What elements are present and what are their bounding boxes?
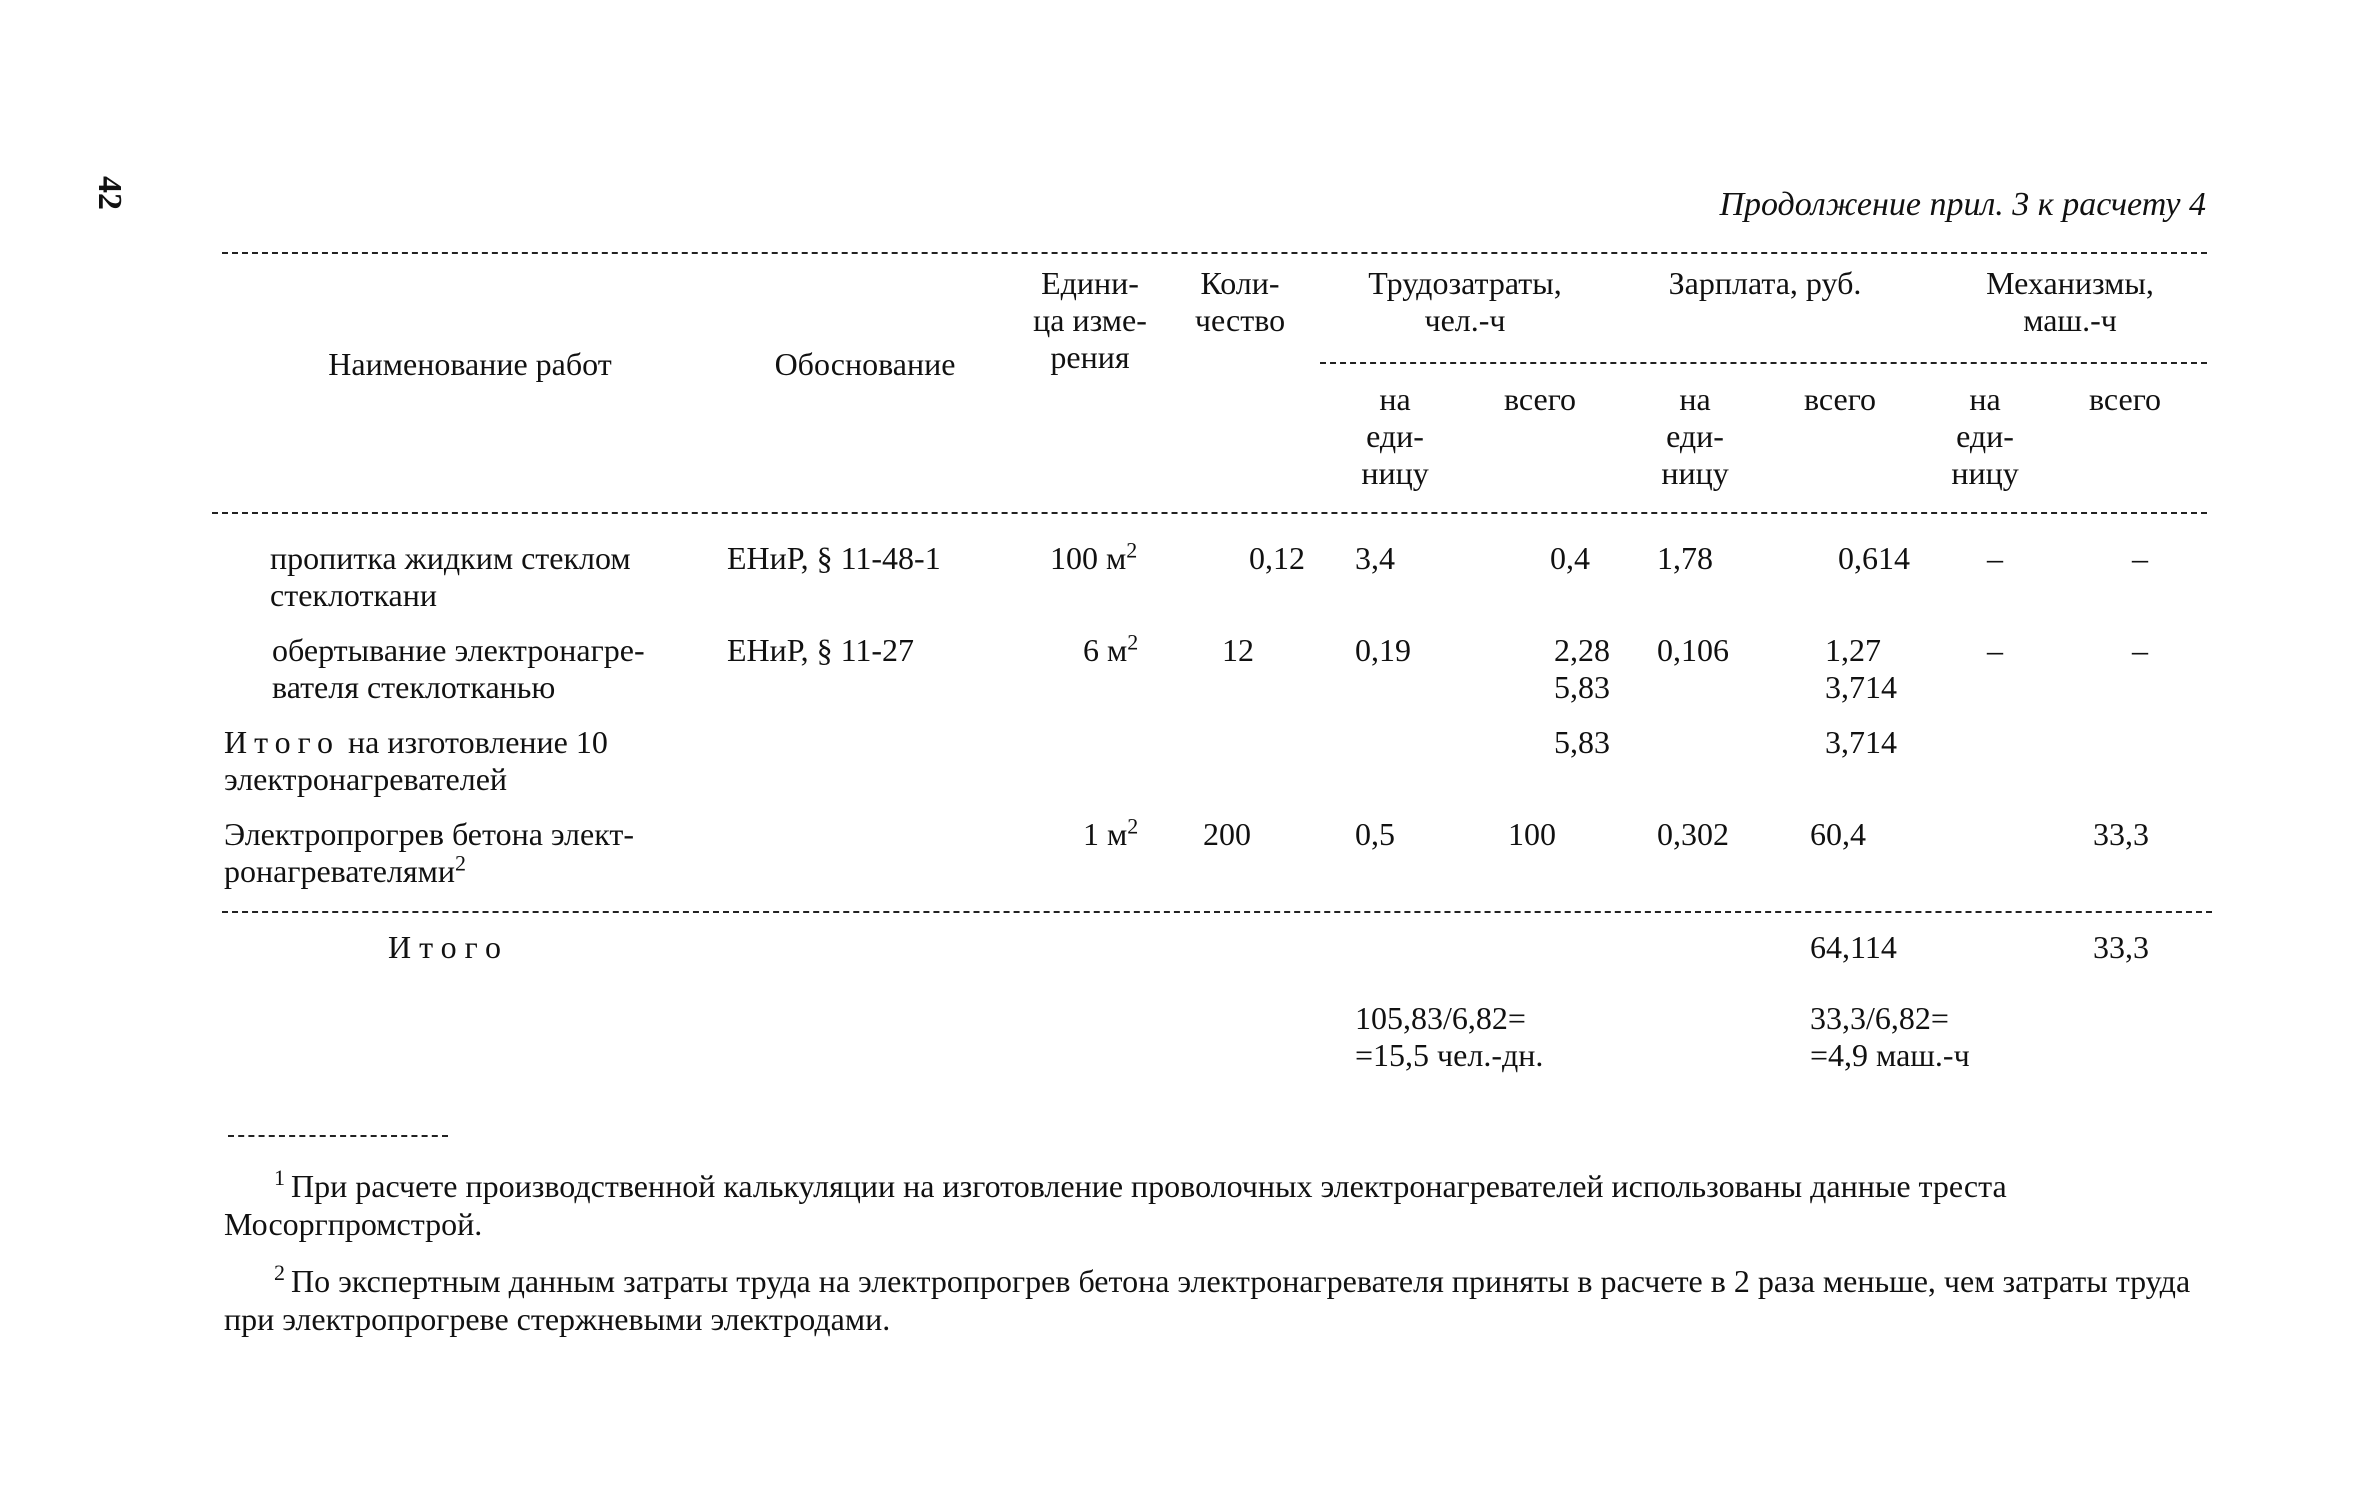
page-number: 42 — [91, 176, 128, 210]
row2-mech-unit: – — [1987, 632, 2003, 668]
header-wage: Зарплата, руб. — [1668, 265, 1862, 301]
row1-labor-unit: 3,4 — [1355, 540, 1395, 576]
heating-mech-total: 33,3 — [2093, 816, 2149, 852]
header-bottom-rule — [212, 512, 2207, 514]
footnote-rule — [228, 1135, 448, 1137]
subtotal-labor-total: 5,83 — [1554, 724, 1610, 760]
row2-name: обертывание электронагре- вателя стеклотканью — [272, 632, 645, 705]
footnote-1-mark: 1 — [274, 1165, 285, 1191]
row1-wage-total: 0,614 — [1838, 540, 1910, 576]
heating-wage-unit: 0,302 — [1657, 816, 1729, 852]
total-wage-total: 64,114 — [1810, 929, 1897, 965]
subheader-mech-total: всего — [2088, 381, 2162, 417]
header-basis: Обоснование — [774, 346, 956, 382]
subheader-wage-per-unit: на еди- ницу — [1661, 381, 1729, 491]
heating-labor-unit: 0,5 — [1355, 816, 1395, 852]
header-mech: Механизмы, маш.-ч — [1986, 265, 2154, 338]
row2-labor-unit: 0,19 — [1355, 632, 1411, 668]
subtotal-label: Итого на изготовление 10 электронагревателей — [224, 724, 608, 797]
row2-qty: 12 — [1222, 632, 1254, 668]
body-bottom-rule — [222, 911, 2212, 913]
footnote-1 — [224, 1167, 2214, 1243]
row1-labor-total: 0,4 — [1550, 540, 1590, 576]
subtotal-wage-total: 3,714 — [1825, 724, 1897, 760]
row1-wage-unit: 1,78 — [1657, 540, 1713, 576]
header-labor: Трудозатраты, чел.-ч — [1368, 265, 1562, 338]
subheader-mech-per-unit: на еди- ницу — [1951, 381, 2019, 491]
total-label: Итого — [388, 929, 509, 965]
row1-basis: ЕНиР, § 11-48-1 — [727, 540, 941, 576]
heating-unit: 1 $м^2$ — [1083, 813, 1139, 852]
footnote-2-text: По экспертным данным затраты труда на электропрогрев бетона электронагревателя приняты в расчете в 2 раза меньше, чем затраты труда при электропрогреве стержневыми электродами. — [224, 1263, 2191, 1337]
subheader-labor-total: всего — [1503, 381, 1577, 417]
row1-mech-unit: – — [1987, 540, 2003, 576]
header-group-rule — [1320, 362, 2207, 364]
row2-labor-total: 2,28 5,83 — [1554, 632, 1610, 705]
header-unit: Едини- ца изме- рения — [1033, 265, 1147, 375]
footnote-2-mark: 2 — [274, 1260, 285, 1286]
calc-labor: 105,83/6,82= =15,5 чел.-дн. — [1355, 1000, 1544, 1073]
calc-mech: 33,3/6,82= =4,9 маш.-ч — [1810, 1000, 1970, 1073]
subheader-wage-total: всего — [1803, 381, 1877, 417]
row1-qty: 0,12 — [1249, 540, 1305, 576]
row2-mech-total: – — [2132, 632, 2148, 668]
row2-basis: ЕНиР, § 11-27 — [727, 632, 915, 668]
heating-labor-total: 100 — [1508, 816, 1556, 852]
table-top-rule — [222, 252, 2207, 254]
row1-name: пропитка жидким стеклом стеклоткани — [270, 540, 631, 613]
row1-unit: 100 $м^2$ — [1050, 537, 1138, 576]
footnote-2 — [224, 1262, 2214, 1338]
row2-wage-total: 1,27 3,714 — [1825, 632, 1897, 705]
total-mech-total: 33,3 — [2093, 929, 2149, 965]
row2-wage-unit: 0,106 — [1657, 632, 1729, 668]
row1-mech-total: – — [2132, 540, 2148, 576]
header-name: Наименование работ — [328, 346, 612, 382]
heating-name: Электропрогрев бетона элект- ронагревателями$^2$ — [224, 816, 634, 889]
heating-qty: 200 — [1203, 816, 1251, 852]
heating-wage-total: 60,4 — [1810, 816, 1866, 852]
continuation-title: Продолжение прил. 3 к расчету 4 — [1719, 186, 2206, 223]
footnote-1-text: При расчете производственной калькуляции на изготовление проволочных электронагревателей использованы данные треста Мосоргпромстрой. — [224, 1168, 2007, 1242]
row2-unit: 6 $м^2$ — [1083, 629, 1139, 668]
header-qty: Коли- чество — [1194, 265, 1286, 338]
subheader-labor-per-unit: на еди- ницу — [1361, 381, 1429, 491]
